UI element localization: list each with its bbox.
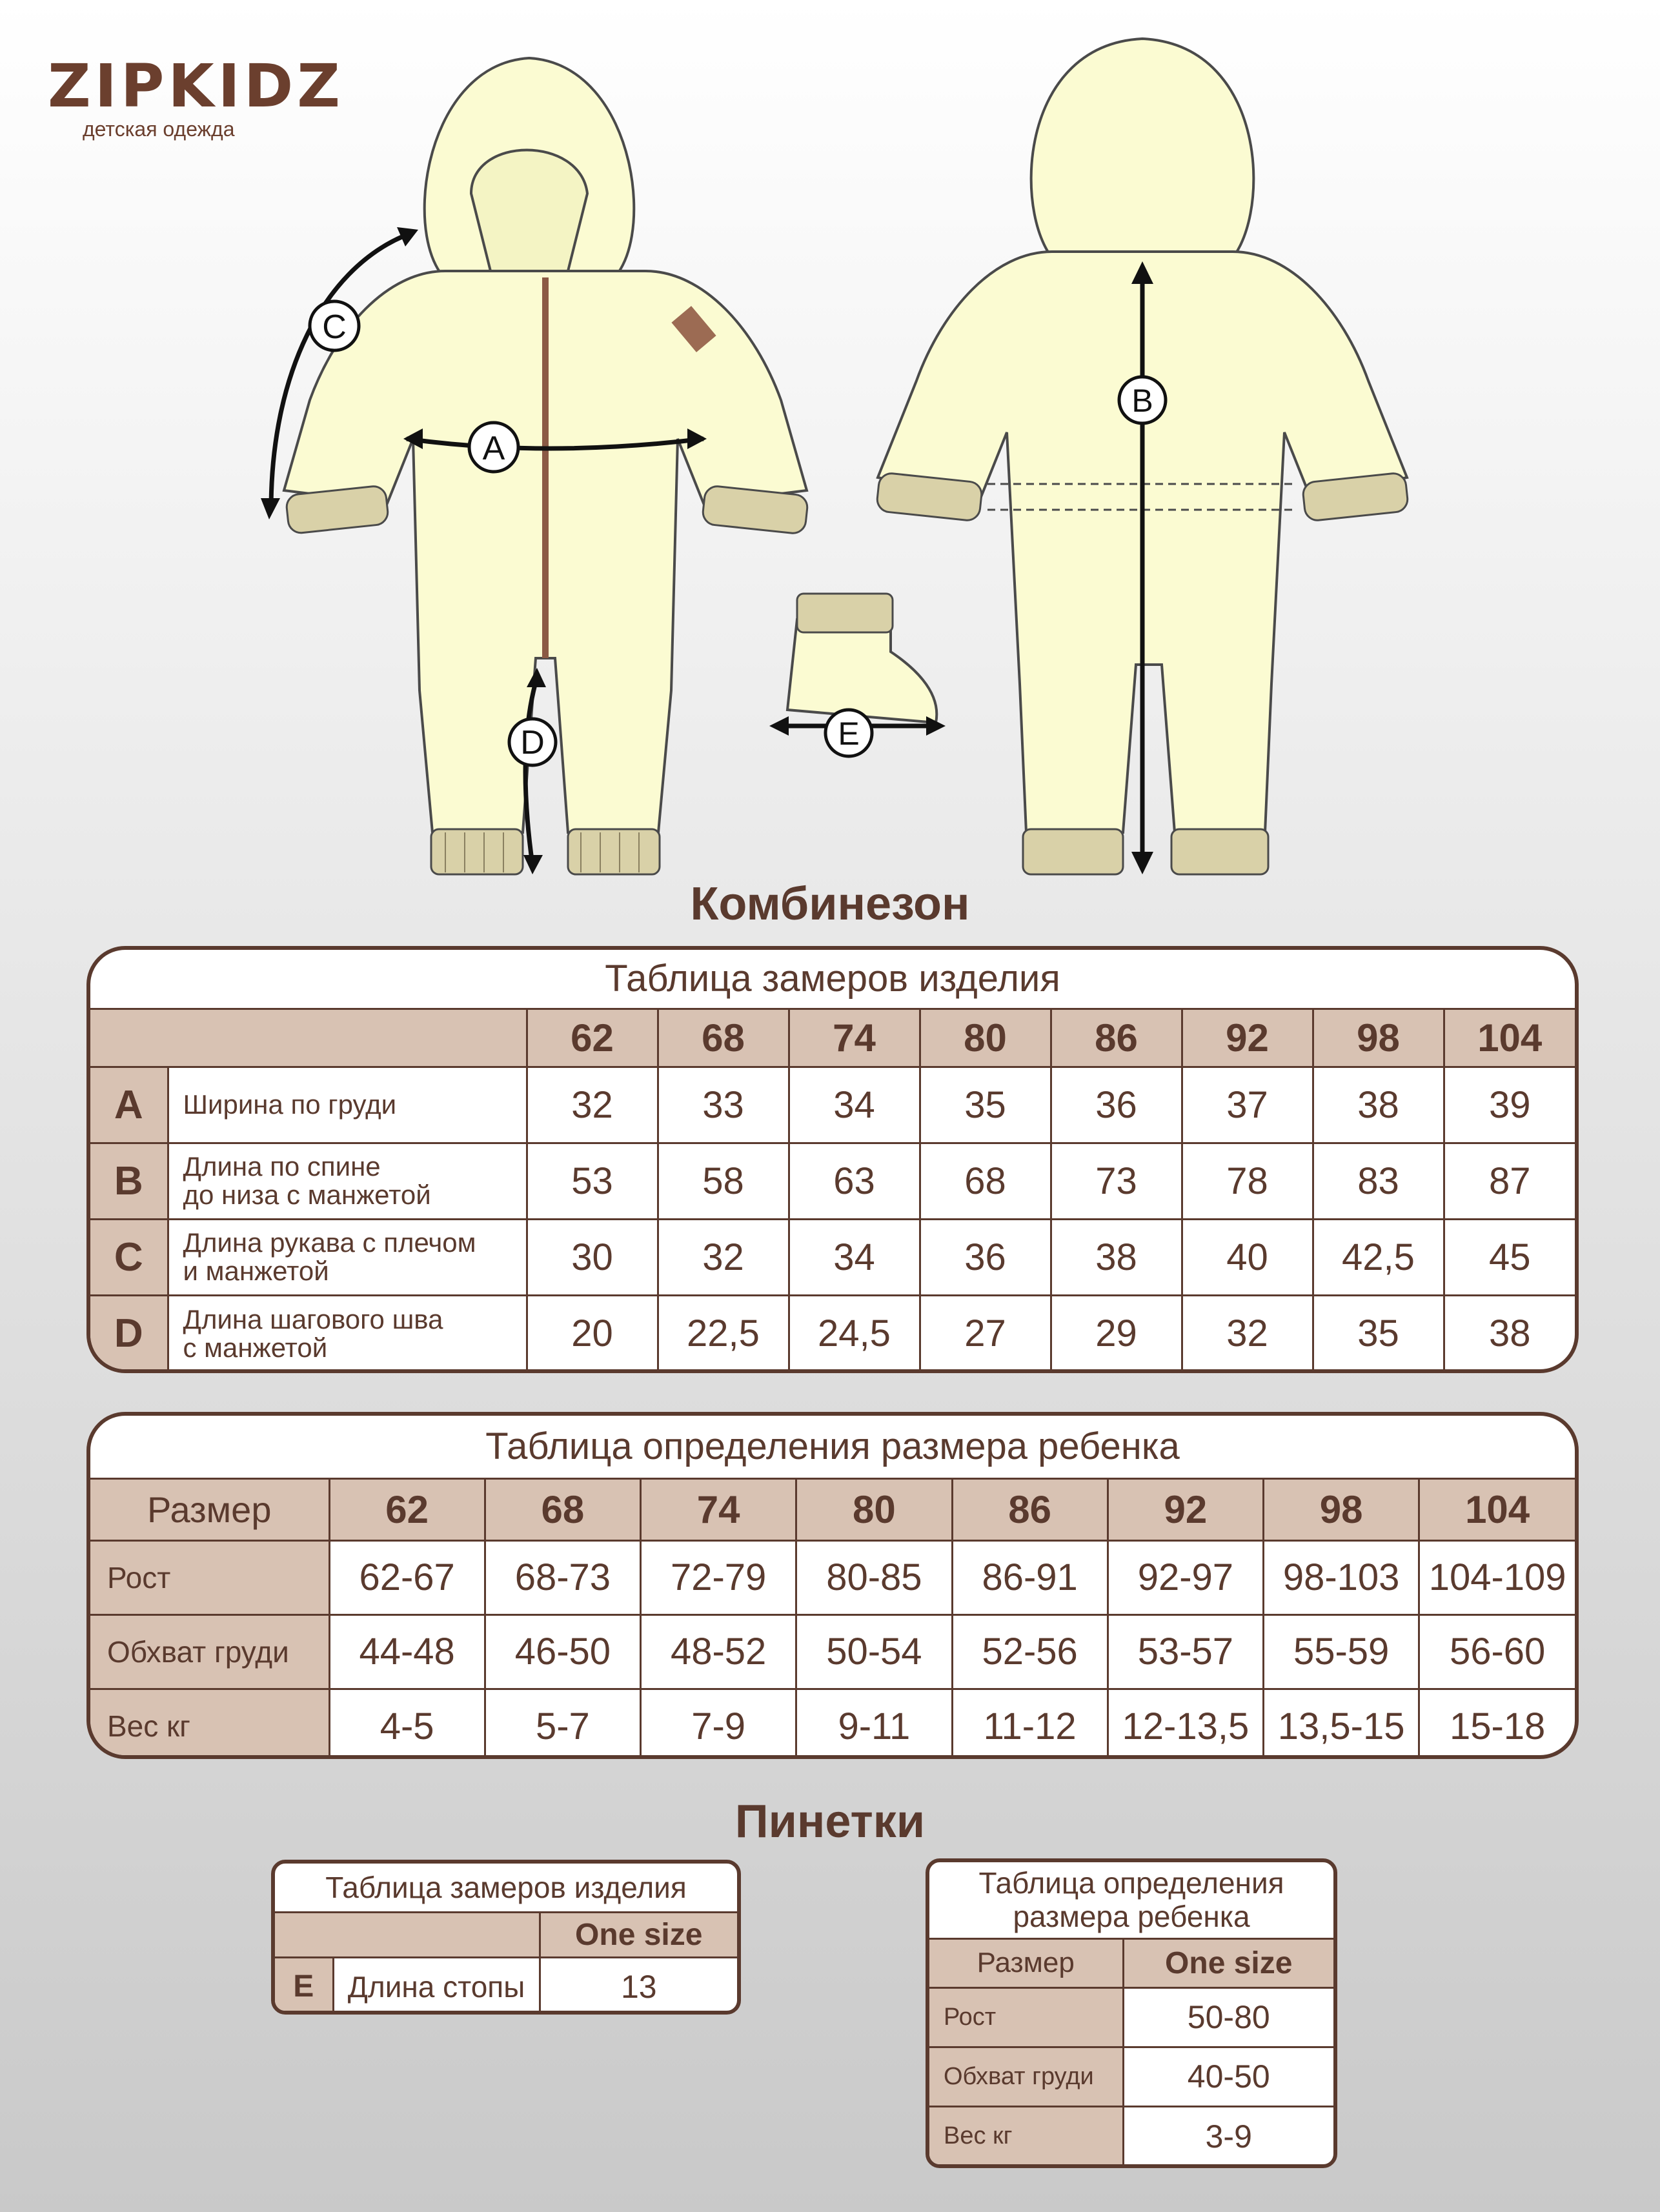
row-name: Рост xyxy=(929,1987,1123,2047)
table-row xyxy=(929,2106,1333,2166)
table-cell: 98-103 xyxy=(1264,1540,1419,1614)
measure-header-blank xyxy=(90,1010,527,1067)
table-cell: 37 xyxy=(1182,1067,1313,1143)
size-header: 98 xyxy=(1264,1480,1419,1540)
row-name: Вес кг xyxy=(90,1689,329,1759)
table-cell: 53 xyxy=(527,1143,658,1219)
table-cell: 13 xyxy=(540,1957,737,2015)
table-cell: 52-56 xyxy=(952,1614,1108,1689)
table-cell: 92-97 xyxy=(1108,1540,1263,1614)
size-header: 86 xyxy=(952,1480,1108,1540)
jumpsuit-size-table xyxy=(86,1412,1579,1759)
table-cell: 38 xyxy=(1444,1295,1575,1371)
row-description: Длина шагового шва с манжетой xyxy=(168,1295,527,1371)
table-cell: 27 xyxy=(920,1295,1051,1371)
measure-size-header: 68 xyxy=(658,1010,789,1067)
table-row xyxy=(90,1067,1575,1143)
table-cell: 32 xyxy=(527,1067,658,1143)
table-cell: 36 xyxy=(1051,1067,1182,1143)
jumpsuit-measure-table xyxy=(86,946,1579,1373)
booties-size-table xyxy=(926,1858,1337,2168)
table-row xyxy=(90,1540,1575,1614)
table-cell: 5-7 xyxy=(485,1689,640,1759)
brand-tagline: детская одежда xyxy=(83,117,235,141)
jumpsuit-back-illustration xyxy=(865,32,1420,884)
booties-size-caption: Таблица определения размера ребенка xyxy=(929,1862,1333,1940)
table-cell: 86-91 xyxy=(952,1540,1108,1614)
booties-size-header: One size xyxy=(540,1913,737,1957)
row-letter: E xyxy=(275,1957,333,2015)
table-cell: 7-9 xyxy=(641,1689,796,1759)
table-row xyxy=(929,1987,1333,2047)
table-cell: 20 xyxy=(527,1295,658,1371)
measure-table-caption: Таблица замеров изделия xyxy=(90,950,1575,1010)
row-description: Ширина по груди xyxy=(168,1067,527,1143)
size-header: 104 xyxy=(1419,1480,1575,1540)
measure-size-header: 104 xyxy=(1444,1010,1575,1067)
row-name: Обхват груди xyxy=(929,2047,1123,2106)
table-cell: 104-109 xyxy=(1419,1540,1575,1614)
table-cell: 45 xyxy=(1444,1219,1575,1295)
table-cell: 46-50 xyxy=(485,1614,640,1689)
label-b: B xyxy=(1131,383,1153,419)
table-cell: 3-9 xyxy=(1123,2106,1333,2166)
row-name: Обхват груди xyxy=(90,1614,329,1689)
size-header: 74 xyxy=(641,1480,796,1540)
measure-size-header: 74 xyxy=(789,1010,920,1067)
table-cell: 29 xyxy=(1051,1295,1182,1371)
table-row xyxy=(90,1143,1575,1219)
jumpsuit-title: Комбинезон xyxy=(690,878,970,930)
table-cell: 9-11 xyxy=(796,1689,952,1759)
size-header: 62 xyxy=(329,1480,485,1540)
table-cell: 83 xyxy=(1313,1143,1444,1219)
booties-title: Пинетки xyxy=(734,1796,926,1847)
measure-size-header: 86 xyxy=(1051,1010,1182,1067)
table-cell: 36 xyxy=(920,1219,1051,1295)
label-a: A xyxy=(482,430,505,467)
booties-size-header-label: Размер xyxy=(929,1940,1123,1987)
table-row xyxy=(929,2047,1333,2106)
table-cell: 68 xyxy=(920,1143,1051,1219)
table-cell: 34 xyxy=(789,1219,920,1295)
size-header: 92 xyxy=(1108,1480,1263,1540)
jumpsuit-front-illustration xyxy=(258,39,839,878)
booties-measure-table xyxy=(271,1860,741,2015)
booties-measure-caption: Таблица замеров изделия xyxy=(275,1864,737,1913)
table-cell: 32 xyxy=(1182,1295,1313,1371)
table-cell: 4-5 xyxy=(329,1689,485,1759)
table-cell: 87 xyxy=(1444,1143,1575,1219)
table-cell: 32 xyxy=(658,1219,789,1295)
table-cell: 13,5-15 xyxy=(1264,1689,1419,1759)
table-cell: 72-79 xyxy=(641,1540,796,1614)
booties-size-header: One size xyxy=(1123,1940,1333,1987)
booties-header-blank xyxy=(275,1913,540,1957)
table-cell: 44-48 xyxy=(329,1614,485,1689)
table-row xyxy=(90,1295,1575,1371)
table-cell: 50-54 xyxy=(796,1614,952,1689)
table-row xyxy=(90,1614,1575,1689)
label-d: D xyxy=(520,724,545,761)
label-e: E xyxy=(838,716,860,752)
table-cell: 34 xyxy=(789,1067,920,1143)
table-cell: 48-52 xyxy=(641,1614,796,1689)
brand-logo: ZIPKIDZ xyxy=(48,52,344,121)
size-header: 68 xyxy=(485,1480,640,1540)
measure-size-header: 98 xyxy=(1313,1010,1444,1067)
table-cell: 40 xyxy=(1182,1219,1313,1295)
row-letter: D xyxy=(90,1295,168,1371)
label-c: C xyxy=(322,308,347,346)
row-letter: A xyxy=(90,1067,168,1143)
table-cell: 58 xyxy=(658,1143,789,1219)
row-name: Вес кг xyxy=(929,2106,1123,2166)
table-cell: 55-59 xyxy=(1264,1614,1419,1689)
table-cell: 35 xyxy=(920,1067,1051,1143)
table-cell: 22,5 xyxy=(658,1295,789,1371)
table-cell: 63 xyxy=(789,1143,920,1219)
row-name: Длина стопы xyxy=(333,1957,540,2015)
table-cell: 11-12 xyxy=(952,1689,1108,1759)
table-cell: 24,5 xyxy=(789,1295,920,1371)
table-cell: 73 xyxy=(1051,1143,1182,1219)
size-table-caption: Таблица определения размера ребенка xyxy=(90,1416,1575,1480)
table-cell: 78 xyxy=(1182,1143,1313,1219)
measure-size-header: 62 xyxy=(527,1010,658,1067)
table-cell: 50-80 xyxy=(1123,1987,1333,2047)
table-cell: 35 xyxy=(1313,1295,1444,1371)
table-cell: 38 xyxy=(1051,1219,1182,1295)
table-cell: 42,5 xyxy=(1313,1219,1444,1295)
table-cell: 39 xyxy=(1444,1067,1575,1143)
table-cell: 53-57 xyxy=(1108,1614,1263,1689)
table-row xyxy=(275,1957,737,2015)
table-row xyxy=(90,1219,1575,1295)
table-cell: 30 xyxy=(527,1219,658,1295)
size-header: 80 xyxy=(796,1480,952,1540)
table-cell: 15-18 xyxy=(1419,1689,1575,1759)
row-letter: B xyxy=(90,1143,168,1219)
size-header-label: Размер xyxy=(90,1480,329,1540)
table-cell: 68-73 xyxy=(485,1540,640,1614)
row-description: Длина рукава с плечом и манжетой xyxy=(168,1219,527,1295)
table-cell: 62-67 xyxy=(329,1540,485,1614)
table-cell: 38 xyxy=(1313,1067,1444,1143)
row-description: Длина по спине до низа с манжетой xyxy=(168,1143,527,1219)
table-row xyxy=(90,1689,1575,1759)
table-cell: 12-13,5 xyxy=(1108,1689,1263,1759)
measure-size-header: 92 xyxy=(1182,1010,1313,1067)
row-name: Рост xyxy=(90,1540,329,1614)
table-cell: 40-50 xyxy=(1123,2047,1333,2106)
table-cell: 56-60 xyxy=(1419,1614,1575,1689)
row-letter: C xyxy=(90,1219,168,1295)
measure-size-header: 80 xyxy=(920,1010,1051,1067)
table-cell: 33 xyxy=(658,1067,789,1143)
table-cell: 80-85 xyxy=(796,1540,952,1614)
